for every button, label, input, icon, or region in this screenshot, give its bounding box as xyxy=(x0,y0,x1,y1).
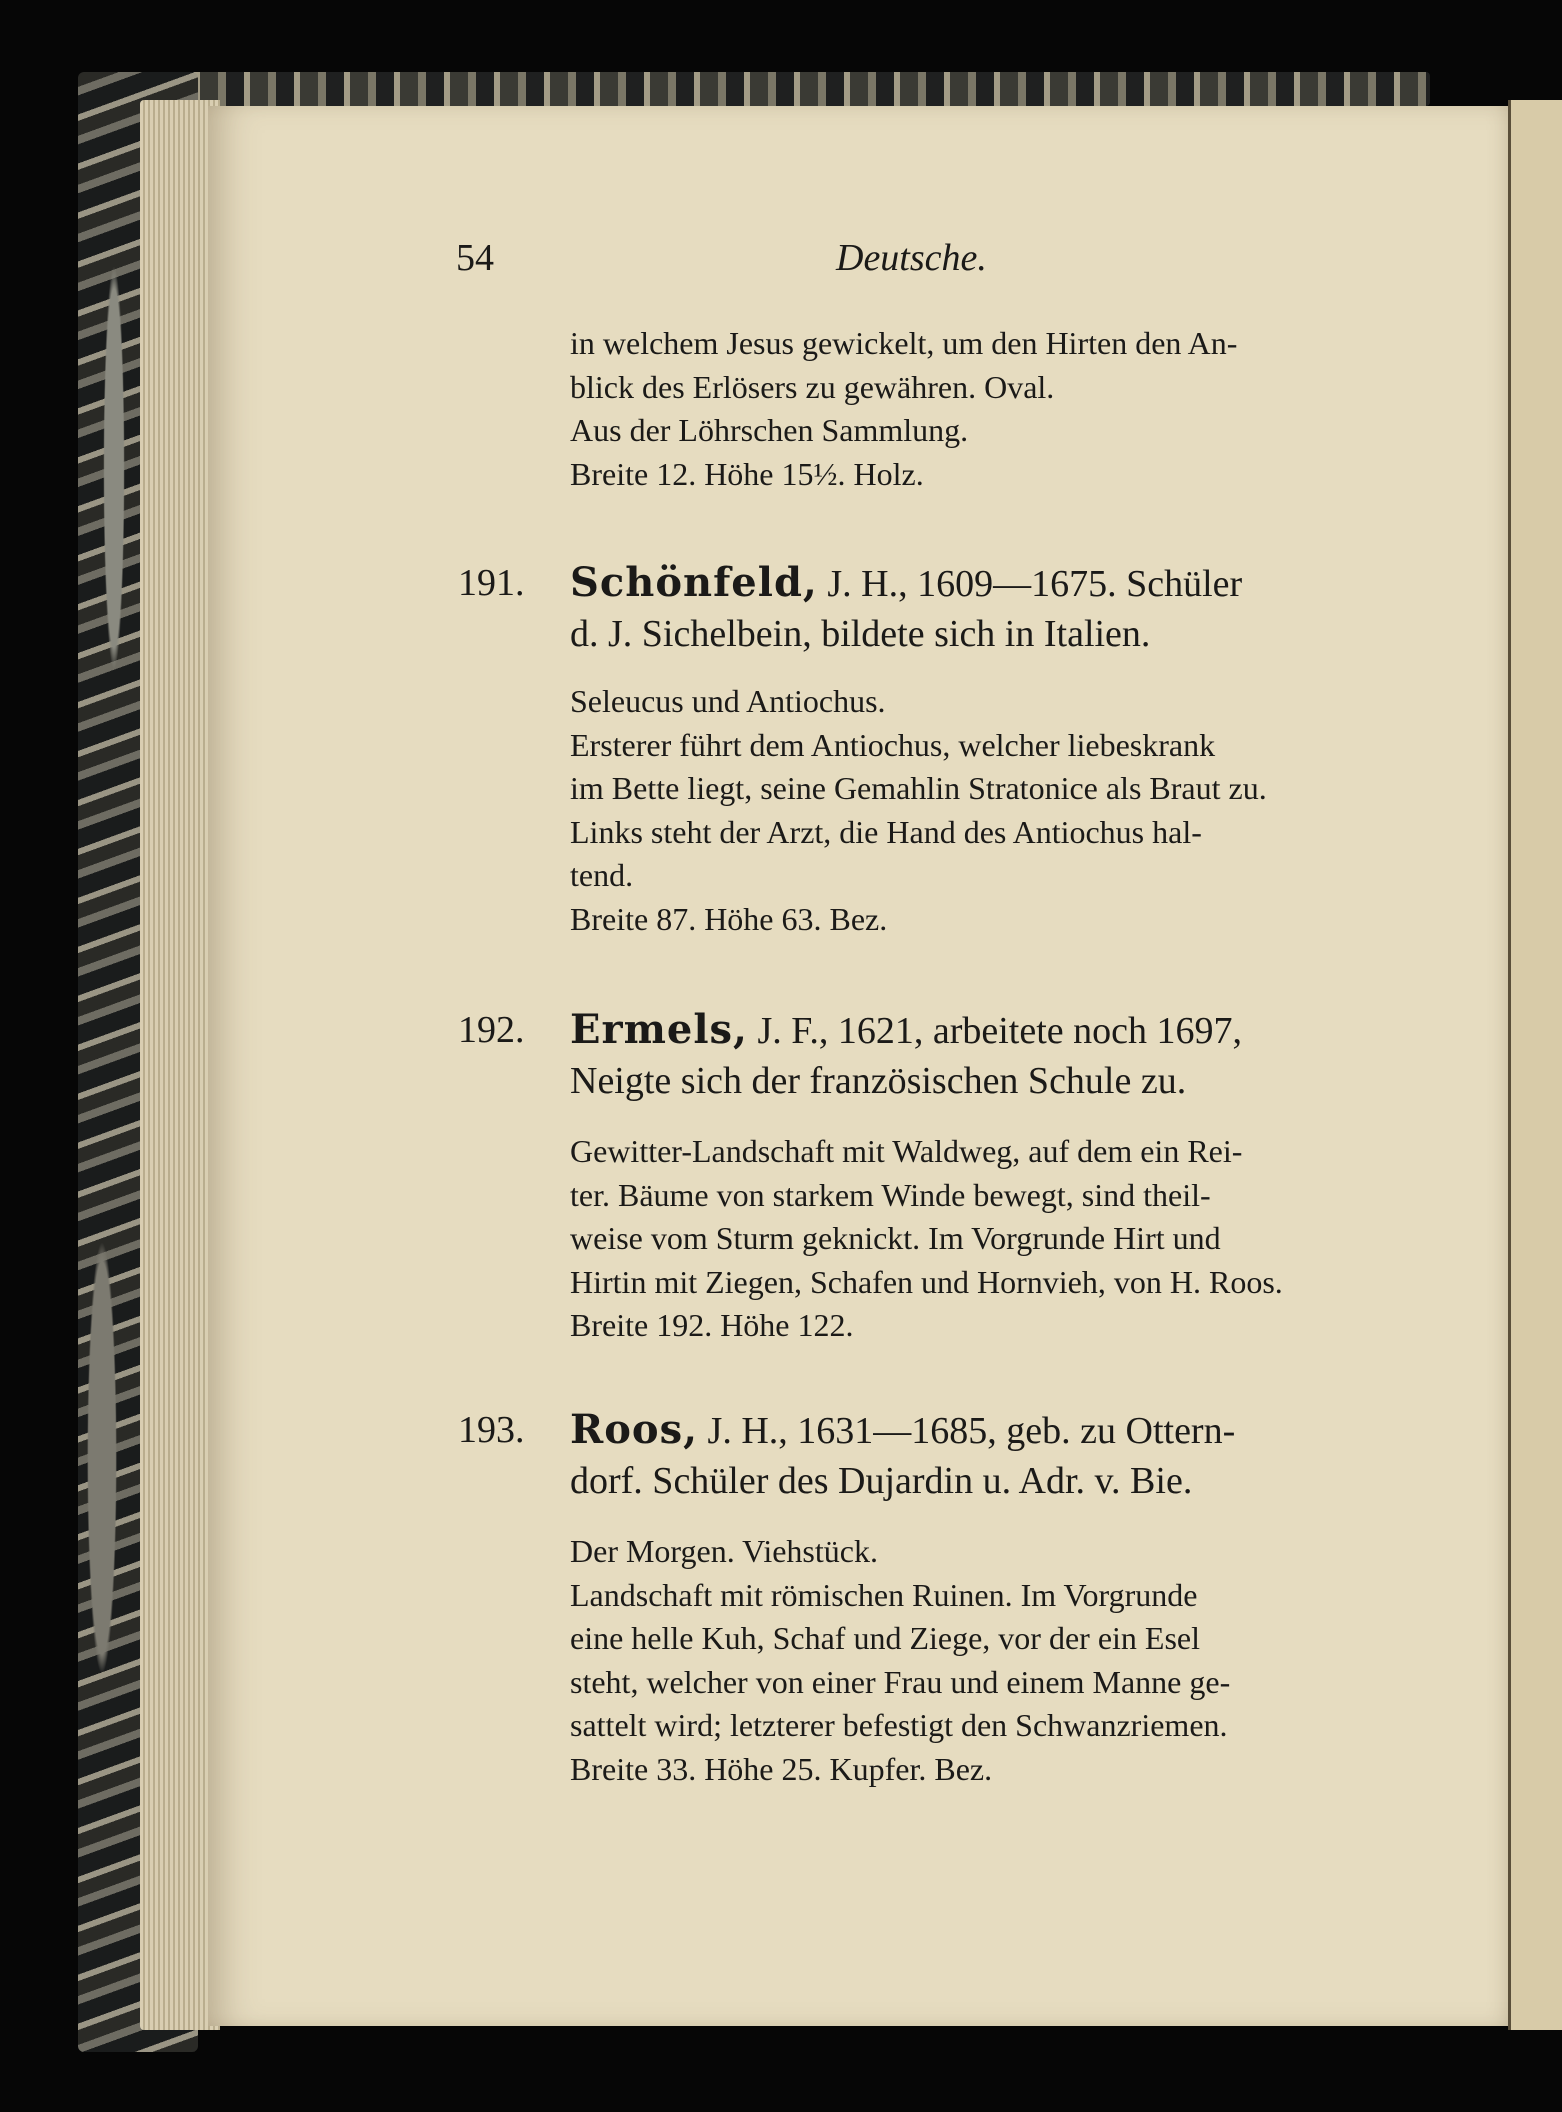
artwork-title: Der Morgen. Viehstück. xyxy=(570,1533,878,1569)
book-cover-top xyxy=(150,72,1430,106)
text-line: Aus der Löhrschen Sammlung. xyxy=(570,412,969,448)
entry-number: 192. xyxy=(458,1009,525,1051)
artist-name: Roos, xyxy=(570,1406,699,1453)
text-line: sattelt wird; letzterer befestigt den Schwanzriemen. xyxy=(570,1707,1228,1743)
entry-body xyxy=(570,1530,1414,1791)
artist-details: J. H., 1609—1675. Schüler xyxy=(817,563,1243,605)
entry-body xyxy=(570,680,1414,941)
artwork-title: Seleucus und Antiochus. xyxy=(570,683,886,719)
text-line: Ersterer führt dem Antiochus, welcher liebeskrank xyxy=(570,726,1216,763)
artist-details: J. H., 1631—1685, geb. zu Ottern- xyxy=(698,1410,1236,1452)
entry-number: 193. xyxy=(458,1409,525,1451)
entry-heading xyxy=(570,558,1410,659)
heading-line: dorf. Schüler des Dujardin u. Adr. v. Bie. xyxy=(570,1460,1193,1502)
text-line: blick des Erlösers zu gewähren. Oval. xyxy=(570,368,1055,405)
text-line: Breite 12. Höhe 15½. Holz. xyxy=(570,455,924,492)
heading-line xyxy=(570,558,1410,609)
text-line: Links steht der Arzt, die Hand des Antiochus hal- xyxy=(570,813,1202,850)
heading-line xyxy=(570,1405,1410,1456)
text-line: im Bette liegt, seine Gemahlin Stratonice als Braut zu. xyxy=(570,770,1267,806)
heading-line xyxy=(570,1005,1410,1056)
text-line: in welchem Jesus gewickelt, um den Hirten den An- xyxy=(570,325,1238,361)
entry-heading xyxy=(570,1405,1410,1506)
text-line: weise vom Sturm geknickt. Im Vorgrunde Hirt und xyxy=(570,1220,1221,1256)
intro-text xyxy=(570,322,1414,496)
text-line: ter. Bäume von starkem Winde bewegt, sind theil- xyxy=(570,1176,1211,1213)
page-number: 54 xyxy=(456,237,494,279)
text-line: eine helle Kuh, Schaf und Ziege, vor der ein Esel xyxy=(570,1620,1200,1656)
text-line: Gewitter-Landschaft mit Waldweg, auf dem ein Rei- xyxy=(570,1133,1243,1169)
text-line: Hirtin mit Ziegen, Schafen und Hornvieh, von H. Roos. xyxy=(570,1263,1283,1300)
artist-name: Schönfeld, xyxy=(570,559,818,606)
dimensions: Breite 192. Höhe 122. xyxy=(570,1307,854,1343)
entry-number: 191. xyxy=(458,562,525,604)
running-title: Deutsche. xyxy=(836,237,987,279)
dimensions: Breite 33. Höhe 25. Kupfer. Bez. xyxy=(570,1750,993,1787)
text-line: Landschaft mit römischen Ruinen. Im Vorgrunde xyxy=(570,1576,1198,1613)
artist-name: Ermels, xyxy=(570,1006,748,1053)
facing-page-edge xyxy=(1508,100,1562,2030)
dimensions: Breite 87. Höhe 63. Bez. xyxy=(570,900,888,937)
artist-details: J. F., 1621, arbeitete noch 1697, xyxy=(747,1010,1243,1052)
text-line: tend. xyxy=(570,857,634,893)
heading-line: d. J. Sichelbein, bildete sich in Italien. xyxy=(570,613,1151,655)
entry-body xyxy=(570,1130,1414,1348)
entry-heading xyxy=(570,1005,1410,1106)
heading-line: Neigte sich der französischen Schule zu. xyxy=(570,1060,1187,1102)
text-line: steht, welcher von einer Frau und einem Manne ge- xyxy=(570,1663,1231,1700)
